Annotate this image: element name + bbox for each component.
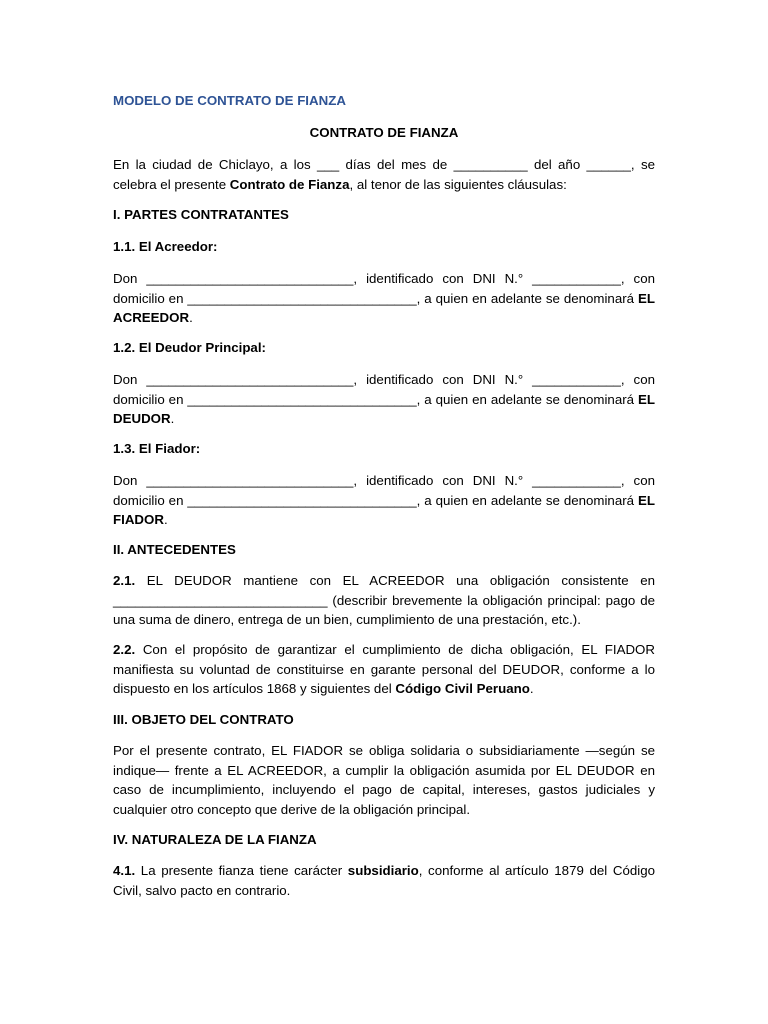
clause-4-1-text-a: La presente fianza tiene carácter — [135, 863, 348, 878]
clause-4-1-text-b: , conforme al artículo 1879 del Código Civil, salvo pacto en contrario. — [113, 863, 655, 898]
section-2-title-text: II. ANTECEDENTES — [113, 542, 236, 557]
deudor-bold: EL DEUDOR — [113, 391, 655, 426]
section-3-paragraph — [113, 741, 655, 819]
intro-text-b: , al tenor de las siguientes cláusulas: — [349, 176, 567, 192]
clause-4-1-bold: subsidiario — [347, 863, 419, 878]
section-3-title — [113, 710, 655, 730]
acreedor-text: Don ____________________________, identificado con DNI N.° ____________, con domicilio en _______________________________, a quien en adelante se denominará — [113, 271, 655, 306]
deudor-heading — [113, 338, 655, 358]
clause-2-2 — [113, 640, 655, 699]
section-4-title-text: IV. NATURALEZA DE LA FIANZA — [113, 832, 317, 847]
acreedor-bold: EL ACREEDOR — [113, 290, 655, 325]
clause-4-1 — [113, 861, 655, 900]
intro-bold: Contrato de Fianza — [229, 176, 350, 192]
document-heading-text: MODELO DE CONTRATO DE FIANZA — [113, 93, 346, 108]
fiador-text: Don ____________________________, identificado con DNI N.° ____________, con domicilio en _______________________________, a quien en adelante se denominará — [113, 473, 655, 508]
fiador-heading-text: 1.3. El Fiador: — [113, 441, 201, 456]
deudor-text: Don ____________________________, identificado con DNI N.° ____________, con domicilio en _______________________________, a quien en adelante se denominará — [113, 372, 655, 407]
acreedor-heading-text: 1.1. El Acreedor: — [113, 239, 218, 254]
clause-2-2-end: . — [529, 681, 534, 696]
intro-paragraph — [113, 155, 655, 194]
section-4-title — [113, 830, 655, 850]
fiador-heading — [113, 439, 655, 459]
fiador-end: . — [163, 512, 168, 527]
clause-4-1-number: 4.1. — [113, 863, 136, 878]
contract-title-text: CONTRATO DE FIANZA — [309, 125, 459, 140]
acreedor-heading — [113, 237, 655, 257]
clause-2-2-bold: Código Civil Peruano — [395, 681, 530, 696]
deudor-paragraph — [113, 370, 655, 429]
clause-2-2-number: 2.2. — [113, 642, 136, 657]
section-2-title — [113, 540, 655, 560]
section-1-title — [113, 205, 655, 225]
clause-2-1 — [113, 571, 655, 630]
clause-2-2-text: Con el propósito de garantizar el cumplimiento de dicha obligación, EL FIADOR manifiesta su voluntad de constituirse en garante personal del DEUDOR, conforme a lo dispuesto en los artículos 1868 y siguientes del — [113, 642, 655, 696]
intro-text-a: En la ciudad de Chiclayo, a los ___ días del mes de __________ del año ______, se celebra el presente — [113, 157, 655, 192]
fiador-paragraph — [113, 471, 655, 530]
clause-2-1-text: EL DEUDOR mantiene con EL ACREEDOR una obligación consistente en _____________________________ (describir brevemente la obligación principal: pago de una suma de dinero, entrega de un bien, cumplimiento de una prestación, etc.). — [113, 573, 655, 627]
clause-2-1-number: 2.1. — [113, 573, 136, 588]
fiador-bold: EL FIADOR — [113, 492, 655, 527]
contract-title — [113, 123, 655, 142]
deudor-end: . — [170, 411, 175, 426]
section-3-title-text: III. OBJETO DEL CONTRATO — [113, 712, 294, 727]
section-1-title-text: I. PARTES CONTRATANTES — [113, 207, 289, 222]
deudor-heading-text: 1.2. El Deudor Principal: — [113, 340, 266, 355]
section-3-text: Por el presente contrato, EL FIADOR se obliga solidaria o subsidiariamente —según se indique— frente a EL ACREEDOR, a cumplir la obligación asumida por EL DEUDOR en caso de incumplimiento, incluyendo el pago de capital, intereses, gastos judiciales y cualquier otro concepto que derive de la obligación principal. — [113, 743, 655, 817]
document-heading — [113, 91, 346, 110]
acreedor-paragraph — [113, 269, 655, 328]
acreedor-end: . — [189, 310, 193, 325]
